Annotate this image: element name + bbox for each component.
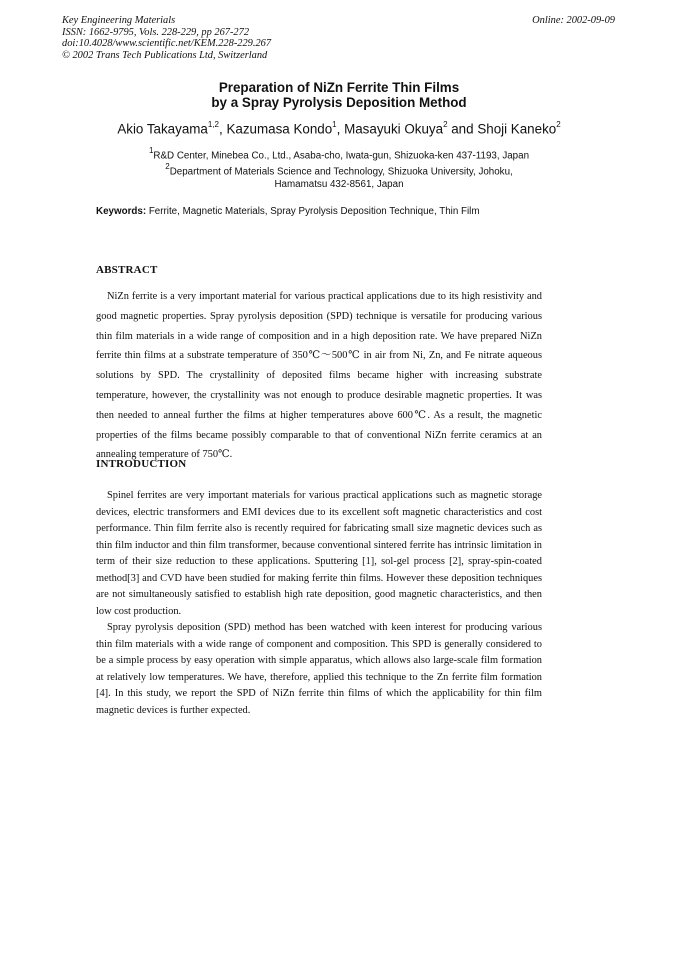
introduction-paragraph-2: Spray pyrolysis deposition (SPD) method has been watched with keen interest for producing various thin film materials with a wide range of component and composition. This SPD is generally considered to be a simple process by easy operation with simple apparatus, which allows also large-scale film formation at relatively low temperatures. We have, therefore, applied this technique to the Zn ferrite film formation [4]. In this study, we report the SPD of NiZn ferrite thin films of which the applicability for thin film magnetic devices is further expected. [96,622,542,716]
affiliation-1-text: R&D Center, Minebea Co., Ltd., Asaba-cho, Iwata-gun, Shizuoka-ken 437-1193, Japan [153,150,530,162]
author-affiliation-mark: 1 [332,120,337,129]
author-name: Kazumasa Kondo [226,121,333,137]
introduction-body [96,488,542,719]
affiliation-2-mark: 2 [165,162,170,171]
author-name: Shoji Kaneko [477,121,557,137]
author-name: Masayuki Okuya [344,121,444,137]
copyright-line: © 2002 Trans Tech Publications Ltd, Switzerland [62,49,268,61]
affiliation-2-line-1: Department of Materials Science and Technology, Shizuoka University, Johoku, [169,166,513,178]
affiliation-2-line-2: Hamamatsu 432-8561, Japan [274,179,404,191]
title-line-1: Preparation of NiZn Ferrite Thin Films [218,80,460,95]
author-separator: , [219,121,227,137]
keywords [96,206,480,217]
keywords-text: Ferrite, Magnetic Materials, Spray Pyrolysis Deposition Technique, Thin Film [148,206,480,217]
introduction-paragraph-1: Spinel ferrites are very important materials for various practical applications such as magnetic storage devices, electric transformers and EMI devices due to its excellent soft magnetic characteristics and cost performance. Thin film ferrite also is recently required for fabricating small size magnetic devices such as thin film inductor and thin film transformer, because conventional sintered ferrite has intrinsic limitation in term of their size reduction to these applications. Sputtering [1], sol-gel process [2], spray-spin-coated method[3] and CVD have been studied for making ferrite thin films. However these deposition techniques are not simultaneously satisfied to establish high rate deposition, good magnetic characteristics, and then low cost production. [96,490,542,617]
issn-line: ISSN: 1662-9795, Vols. 228-229, pp 267-272 [62,26,250,38]
keywords-label: Keywords: [96,206,147,217]
abstract-heading: ABSTRACT [96,264,158,276]
affiliation-1-mark: 1 [148,146,154,155]
affiliation-2 [0,161,678,191]
author-affiliation-mark: 2 [556,120,561,129]
affiliation-1 [0,145,678,162]
author-affiliation-mark: 2 [443,120,448,129]
abstract-paragraph: NiZn ferrite is a very important material for various practical applications due to its high resistivity and good magnetic properties. Spray pyrolysis deposition (SPD) technique is versatile for producing various thin film materials in a wide range of composition and in a high deposition rate. We have prepared NiZn ferrite thin films at a substrate temperature of 350℃～500℃ in air from Ni, Zn, and Fe nitrate aqueous solutions by SPD. The crystallinity of deposited films became higher with increasing substrate temperature, however, the crystallinity was not enough to produce desirable magnetic properties. It was then needed to anneal further the films at higher temperatures above 600℃. As a result, the magnetic properties of the films became possibly comparable to that of conventional NiZn ferrite ceramics at an annealing temperature of 750℃. [96,291,542,461]
journal-info [62,15,271,61]
introduction-heading: INTRODUCTION [96,458,187,470]
author-name: Akio Takayama [117,121,208,137]
author-list [0,121,678,136]
author-separator: , [336,121,345,137]
author-separator: and [447,121,478,137]
title-line-2: by a Spray Pyrolysis Deposition Method [211,95,467,110]
doi-line: doi:10.4028/www.scientific.net/KEM.228-229.267 [62,38,272,49]
author-affiliation-mark: 1,2 [207,120,219,129]
abstract-body [96,287,542,465]
journal-name: Key Engineering Materials [62,15,176,26]
online-date: Online: 2002-09-09 [532,15,615,26]
paper-title [0,80,678,110]
